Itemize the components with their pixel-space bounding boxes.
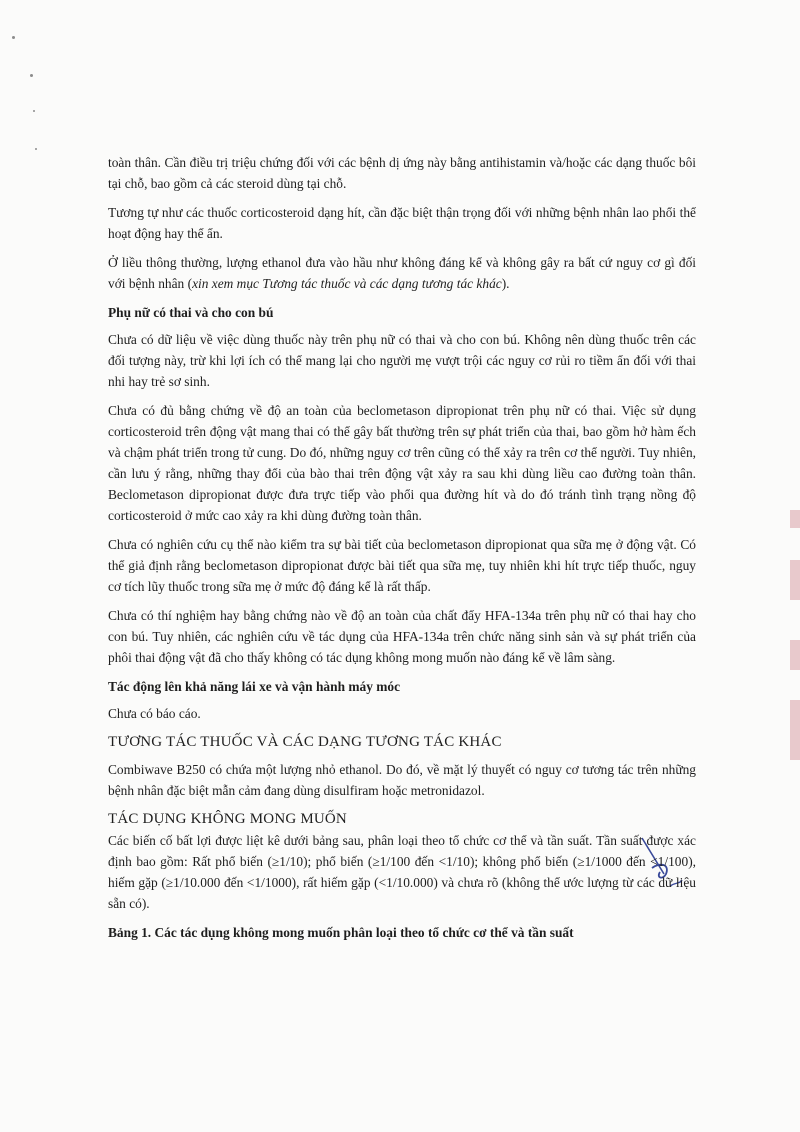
scan-speck [35,148,37,150]
paragraph [108,202,696,244]
paragraph [108,152,696,194]
driving-heading: Tác động lên khả năng lái xe và vận hành máy móc [108,679,401,694]
edge-stamp-mark [790,560,800,600]
paragraph-text: Tương tự như các thuốc corticosteroid dạng hít, cần đặc biệt thận trọng đối với những bệnh nhân lao phổi thể hoạt động hay thể ẩn. [108,205,696,241]
adverse-effects-heading: TÁC DỤNG KHÔNG MONG MUỐN [108,811,347,827]
document-body [108,152,696,943]
edge-stamp-mark [790,640,800,670]
paragraph: Chưa có đủ bằng chứng về độ an toàn của beclometason dipropionat trên phụ nữ có thai. Việc sử dụng corticosteroid trên động vật mang thai có thể gây bất thường trên sự phát triển của thai, bao gồm hở hàm ếch và chậm phát triển trong tử cung. Do đó, những nguy cơ trên cũng có thể xảy ra trên cơ thể người. Tuy nhiên, cần lưu ý rằng, những thay đổi của bào thai trên động vật xảy ra sau khi dùng liều cao đường toàn thân. Beclometason dipropionat được đưa trực tiếp vào phổi qua đường hít và do đó tránh tình trạng nồng độ corticosteroid ở mức cao xảy ra khi dùng đường toàn thân. [108,403,696,523]
paragraph: Các biến cố bất lợi được liệt kê dưới bảng sau, phân loại theo tổ chức cơ thể và tần suất. Tần suất được xác định bao gồm: Rất phổ biến (≥1/10); phổ biến (≥1/100 đến <1/10); không phổ biến (≥1/1000 đến <1/100), hiếm gặp (≥1/10.000 đến <1/1000), rất hiếm gặp (<1/10.000) và chưa rõ (không thể ước lượng từ các dữ liệu sẵn có). [108,833,696,911]
paragraph: Chưa có thí nghiệm hay bằng chứng nào về độ an toàn của chất đẩy HFA-134a trên phụ nữ có thai hay cho con bú. Tuy nhiên, các nghiên cứu về tác dụng của HFA-134a trên chức năng sinh sản và sự phát triển của phôi thai động vật đã cho thấy không có tác dụng không mong muốn nào đáng kể về lâm sàng. [108,608,696,665]
table-caption: Bảng 1. Các tác dụng không mong muốn phân loại theo tổ chức cơ thể và tần suất [108,925,574,940]
paragraph: Combiwave B250 có chứa một lượng nhỏ ethanol. Do đó, về mặt lý thuyết có nguy cơ tương tác trên những bệnh nhân đặc biệt mẫn cảm đang dùng disulfiram hoặc metronidazol. [108,762,696,798]
paragraph [108,252,696,294]
interactions-heading: TƯƠNG TÁC THUỐC VÀ CÁC DẠNG TƯƠNG TÁC KHÁC [108,734,502,750]
paragraph-tail: ). [501,276,510,291]
cross-reference: xin xem mục Tương tác thuốc và các dạng tương tác khác [192,276,502,291]
edge-stamp-mark [790,510,800,528]
pregnancy-heading: Phụ nữ có thai và cho con bú [108,305,274,320]
edge-stamp-mark [790,700,800,760]
scan-speck [12,36,15,39]
paragraph: Chưa có dữ liệu về việc dùng thuốc này trên phụ nữ có thai và cho con bú. Không nên dùng thuốc trên các đối tượng này, trừ khi lợi ích có thể mang lại cho người mẹ vượt trội các nguy cơ rủi ro tiềm ẩn đối với thai nhi hay trẻ sơ sinh. [108,332,696,389]
paragraph-text: Ở liều thông thường, lượng ethanol đưa vào hầu như không đáng kể và không gây ra bất cứ nguy cơ gì đối với bệnh nhân ( [108,255,696,291]
scan-speck [30,74,33,77]
paragraph-text: toàn thân. Cần điều trị triệu chứng đối với các bệnh dị ứng này bằng antihistamin và/hoặc các dạng thuốc bôi tại chỗ, bao gồm cả các steroid dùng tại chỗ. [108,155,696,191]
scan-speck [33,110,35,112]
paragraph: Chưa có nghiên cứu cụ thể nào kiểm tra sự bài tiết của beclometason dipropionat qua sữa mẹ ở động vật. Có thể giả định rằng beclometason dipropionat được bài tiết qua sữa mẹ, tuy nhiên khi hít trực tiếp thuốc, nguy cơ tích lũy thuốc trong sữa mẹ ở mức độ đáng kể là rất thấp. [108,537,696,594]
paragraph: Chưa có báo cáo. [108,706,201,721]
